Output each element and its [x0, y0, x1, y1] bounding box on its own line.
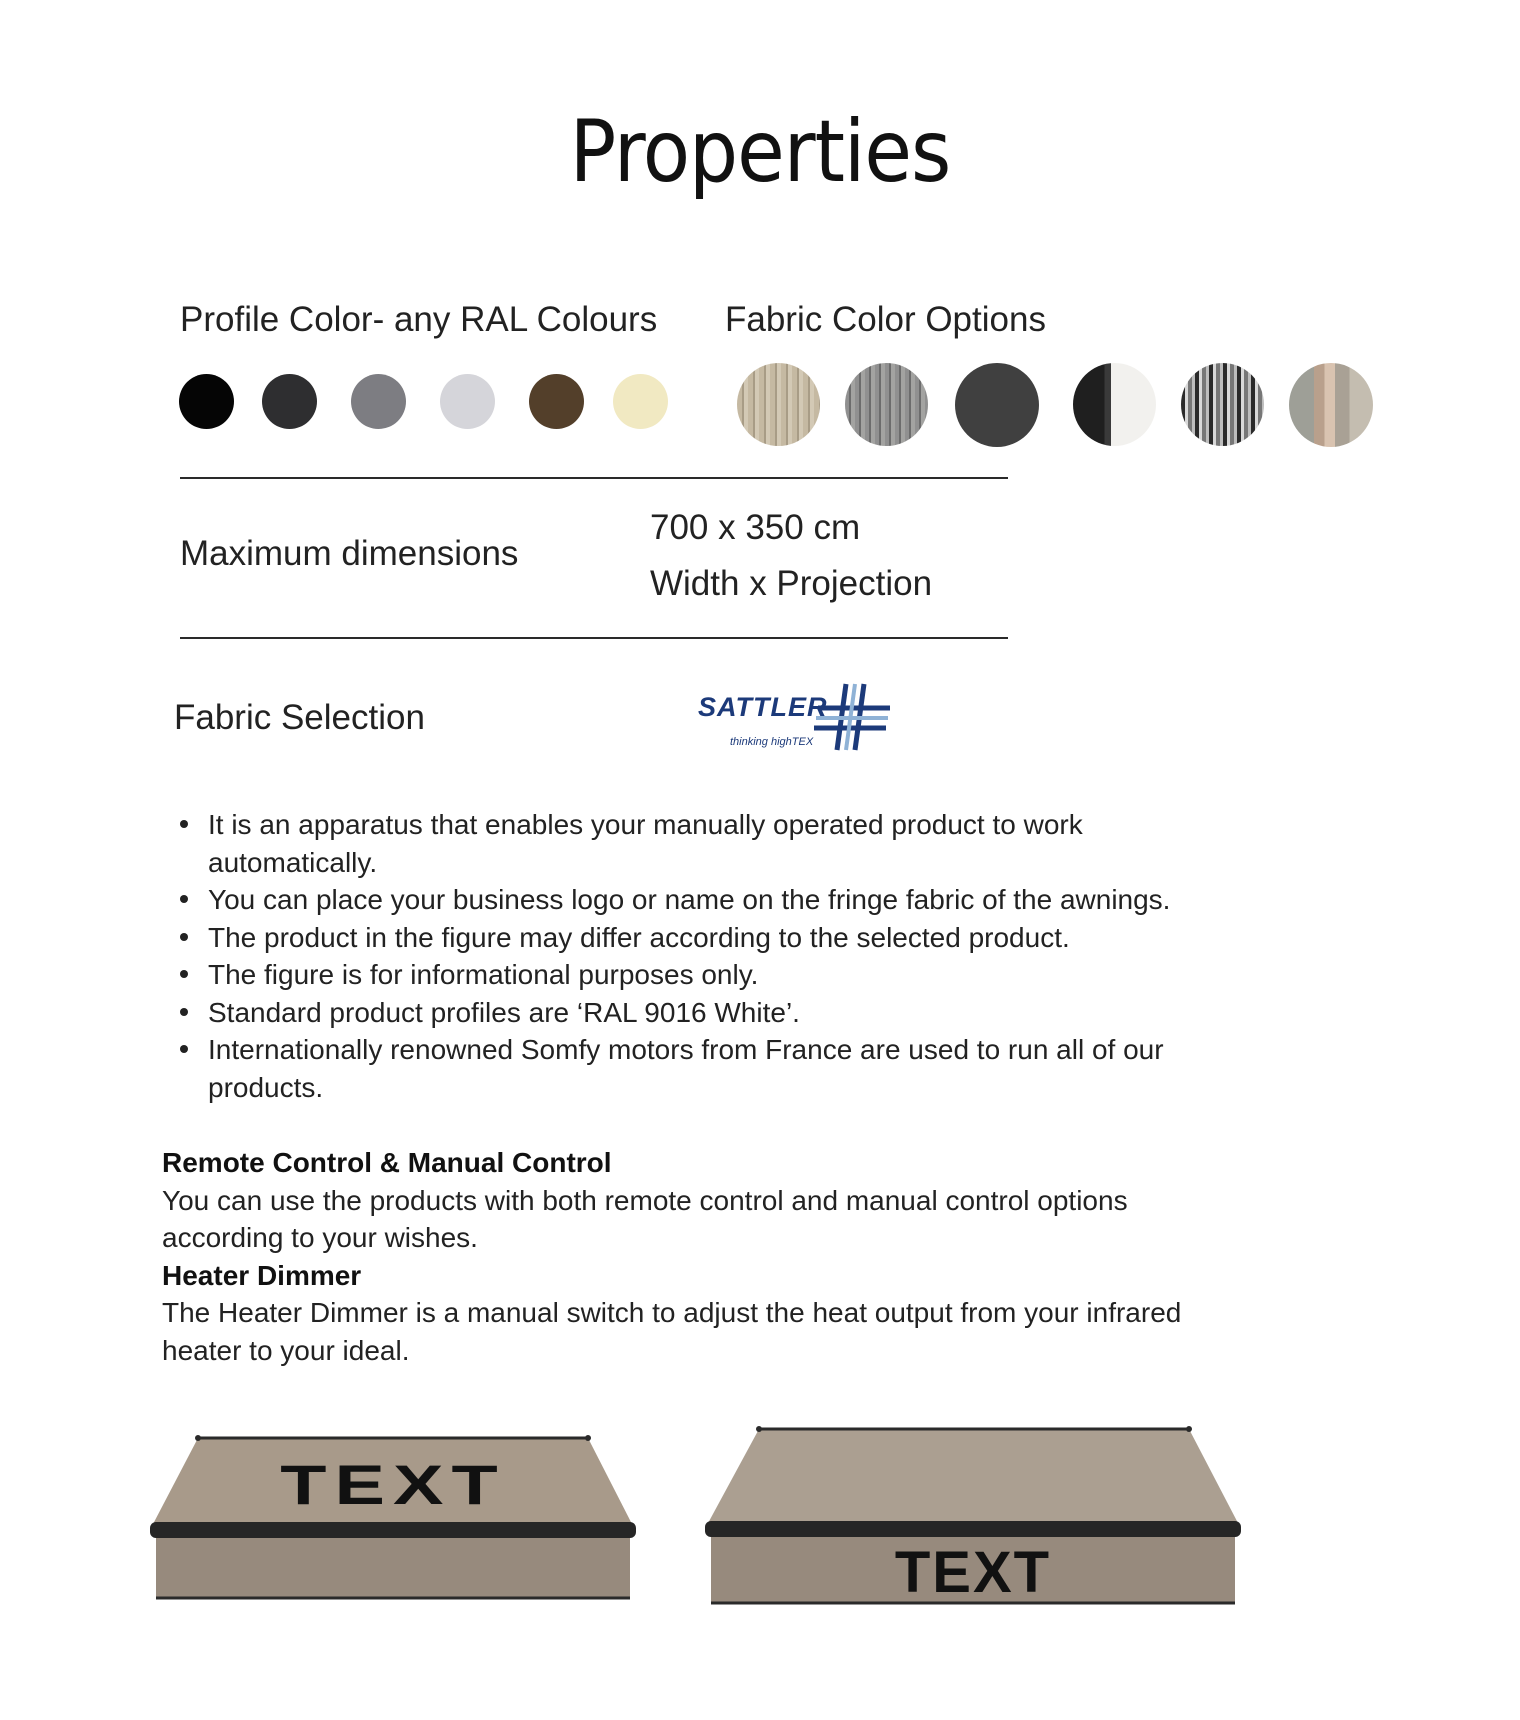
dimensions-label: Maximum dimensions: [180, 534, 519, 573]
divider-bottom: [180, 637, 1008, 639]
fabric-swatch-multi-stripe[interactable]: [1181, 363, 1264, 446]
remote-control-text: You can use the products with both remote control and manual control options according to your wishes.: [162, 1184, 1128, 1253]
profile-swatch-cream[interactable]: [613, 374, 668, 429]
profile-swatch-light-grey[interactable]: [440, 374, 495, 429]
awning-image-front-print: [703, 1421, 1243, 1621]
feature-item: It is an apparatus that enables your manually operated product to work automatically.: [178, 806, 1228, 881]
page-title: Properties: [569, 102, 951, 202]
profile-swatch-brown[interactable]: [529, 374, 584, 429]
feature-item: Standard product profiles are ‘RAL 9016 White’.: [178, 994, 1228, 1032]
heater-dimmer-text: The Heater Dimmer is a manual switch to adjust the heat output from your infrared heater to your ideal.: [162, 1297, 1182, 1366]
feature-item: Internationally renowned Somfy motors from France are used to run all of our products.: [178, 1031, 1228, 1106]
profile-swatch-black[interactable]: [179, 374, 234, 429]
divider-top: [180, 477, 1008, 479]
awning-print-text: TEXT: [894, 1540, 1052, 1605]
sattler-logo: [698, 680, 893, 755]
controls-section: [162, 1144, 1252, 1369]
profile-swatch-grey[interactable]: [351, 374, 406, 429]
profile-color-label: Profile Color- any RAL Colours: [180, 300, 658, 339]
sattler-tagline: thinking highTEX: [730, 736, 814, 748]
awning-image-top-print: [148, 1430, 638, 1610]
awning-print-text: TEXT: [280, 1453, 506, 1516]
fabric-swatch-beige-stripe[interactable]: [737, 363, 820, 446]
feature-item: You can place your business logo or name on the fringe fabric of the awnings.: [178, 881, 1228, 919]
feature-list: [178, 806, 1228, 1106]
fabric-swatch-black-white[interactable]: [1073, 363, 1156, 446]
heater-dimmer-heading: Heater Dimmer: [162, 1259, 362, 1291]
fabric-swatch-grey-beige-stripe[interactable]: [1289, 363, 1373, 447]
feature-item: The product in the figure may differ according to the selected product.: [178, 919, 1228, 957]
sattler-brand-name: SATTLER: [698, 692, 828, 722]
profile-swatch-anthracite[interactable]: [262, 374, 317, 429]
dimensions-value: 700 x 350 cm: [650, 508, 861, 547]
fabric-selection-label: Fabric Selection: [174, 698, 425, 737]
fabric-swatch-grey-stripe[interactable]: [845, 363, 928, 446]
remote-control-heading: Remote Control & Manual Control: [162, 1147, 612, 1178]
feature-item: The figure is for informational purposes only.: [178, 956, 1228, 994]
fabric-swatch-dark-grey[interactable]: [955, 363, 1039, 447]
dimensions-unit-label: Width x Projection: [650, 564, 933, 603]
fabric-color-label: Fabric Color Options: [725, 300, 1046, 339]
